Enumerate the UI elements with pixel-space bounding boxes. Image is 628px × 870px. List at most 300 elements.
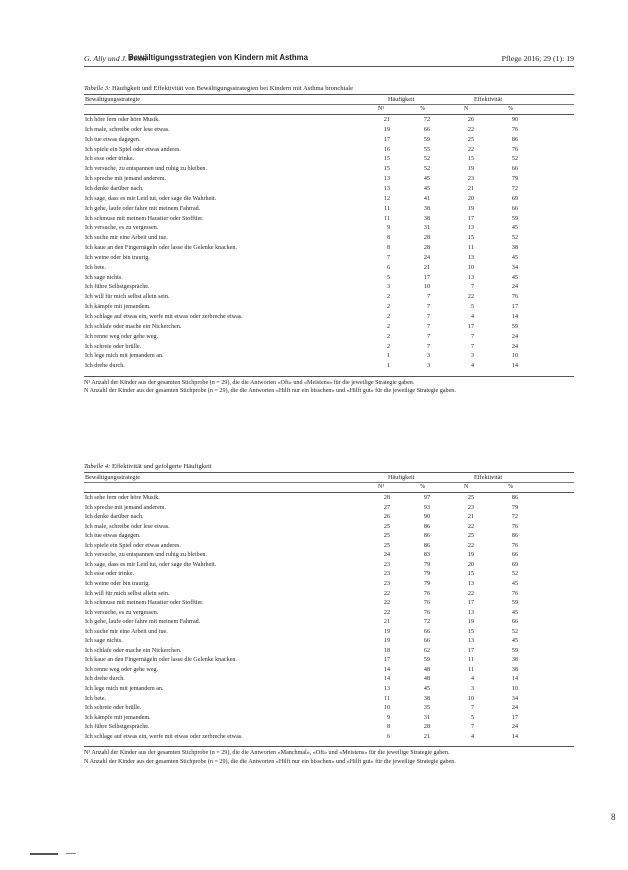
row-label: Ich renne weg oder gehe weg. — [85, 666, 159, 673]
row-label: Ich schlafe oder mache ein Nickerchen. — [85, 647, 182, 654]
row-value: 7 — [426, 333, 430, 340]
table-footnotes — [84, 746, 574, 765]
row-value: 48 — [423, 676, 430, 683]
row-value: 19 — [467, 619, 474, 626]
row-label: Ich führe Selbstgespräche. — [85, 284, 150, 291]
table-row — [84, 505, 574, 515]
row-value: 41 — [423, 195, 430, 202]
row-value: 23 — [383, 580, 390, 587]
table-row — [84, 600, 574, 610]
table-row — [84, 166, 574, 176]
row-value: 18 — [383, 647, 390, 654]
row-value: 38 — [423, 215, 430, 222]
row-value: 45 — [423, 185, 430, 192]
row-value: 2 — [386, 304, 390, 311]
table-row — [84, 314, 574, 324]
row-value: 12 — [383, 195, 390, 202]
row-value: 76 — [423, 590, 430, 597]
row-value: 13 — [467, 254, 474, 261]
sub-n2: N — [464, 484, 469, 490]
row-label: Ich schreie oder brülle. — [85, 343, 142, 350]
footnote-1: N¹ Anzahl der Kinder aus der gesamten Stichprobe (n = 29), die die Antworten «Oft» und «Meistens» für die jeweilige Strategie gaben. — [84, 380, 415, 387]
table-row — [84, 255, 574, 265]
row-value: 76 — [511, 294, 518, 301]
row-value: 34 — [511, 695, 518, 702]
scan-mark-small — [66, 853, 76, 854]
row-value: 59 — [511, 600, 518, 607]
row-label: Ich male, schreibe oder lese etwas. — [85, 126, 170, 133]
row-value: 14 — [383, 676, 390, 683]
row-value: 27 — [383, 504, 390, 511]
row-label: Ich bete. — [85, 695, 106, 702]
table-4 — [84, 462, 574, 766]
row-value: 2 — [386, 323, 390, 330]
row-value: 13 — [467, 638, 474, 645]
row-value: 93 — [423, 504, 430, 511]
table-row — [84, 667, 574, 677]
row-value: 3 — [426, 353, 430, 360]
col-header-strategy: Bewältigungsstrategie — [85, 474, 140, 481]
sub-p2: % — [508, 484, 513, 490]
row-value: 16 — [383, 146, 390, 153]
row-value: 20 — [467, 561, 474, 568]
col-header-frequency: Häufigkeit — [388, 96, 415, 103]
row-label: Ich höre fern oder höre Musik. — [85, 117, 160, 123]
row-value: 10 — [511, 686, 518, 692]
row-value: 15 — [467, 571, 474, 578]
row-value: 2 — [386, 343, 390, 350]
table-title: Häufigkeit und Effektivität von Bewältigungsstrategien bei Kindern mit Asthma bronchiale — [111, 85, 354, 92]
table-row — [84, 543, 574, 553]
row-label: Ich sage nichts. — [85, 274, 123, 281]
row-value: 7 — [426, 294, 430, 301]
row-value: 10 — [511, 353, 518, 360]
row-value: 52 — [511, 628, 518, 635]
row-label: Ich esse oder trinke. — [85, 156, 135, 163]
table-row — [84, 186, 574, 196]
row-value: 7 — [426, 323, 430, 330]
row-value: 14 — [511, 314, 518, 320]
row-value: 79 — [423, 571, 430, 578]
table-row — [84, 495, 574, 505]
row-value: 38 — [511, 666, 518, 673]
table-row — [84, 127, 574, 137]
row-value: 17 — [511, 304, 518, 311]
row-value: 72 — [423, 117, 430, 123]
table-row — [84, 514, 574, 524]
row-value: 25 — [383, 533, 390, 540]
row-value: 1 — [386, 363, 390, 370]
table-row — [84, 275, 574, 285]
row-value: 59 — [423, 136, 430, 143]
row-value: 35 — [423, 705, 430, 712]
row-label: Ich schreie oder brülle. — [85, 705, 142, 712]
table-row — [84, 524, 574, 534]
row-value: 72 — [511, 185, 518, 192]
table-row — [84, 705, 574, 715]
table-row — [84, 610, 574, 620]
row-label: Ich tue etwas dagegen. — [85, 533, 141, 540]
row-value: 76 — [511, 590, 518, 597]
row-value: 26 — [383, 514, 390, 521]
row-value: 25 — [383, 542, 390, 549]
footnote-1: N¹ Anzahl der Kinder aus der gesamten Stichprobe (n = 29), die die Antworten «Manchmal», «Oft» und «Meistens» für die jeweilige Strategie gaben. — [84, 750, 450, 757]
table-caption — [84, 462, 574, 473]
row-value: 11 — [384, 215, 390, 222]
row-value: 13 — [383, 176, 390, 183]
row-label: Ich gehe, laufe oder fahre mit meinem Fahrrad. — [85, 619, 201, 626]
table-row — [84, 147, 574, 157]
row-value: 13 — [467, 580, 474, 587]
row-label: Ich weine oder bin traurig. — [85, 254, 150, 261]
row-value: 21 — [383, 117, 390, 123]
row-label: Ich versuche, zu entspannen und ruhig zu bleiben. — [85, 166, 208, 173]
table-row — [84, 284, 574, 294]
row-label: Ich lege mich mit jemandem an. — [85, 686, 164, 692]
row-value: 23 — [467, 176, 474, 183]
row-value: 17 — [423, 274, 430, 281]
scan-mark — [30, 853, 58, 855]
table-row — [84, 265, 574, 275]
row-value: 79 — [511, 504, 518, 511]
row-value: 10 — [467, 695, 474, 702]
row-value: 2 — [386, 294, 390, 301]
table-body — [84, 115, 574, 376]
row-value: 59 — [511, 323, 518, 330]
row-value: 25 — [467, 533, 474, 540]
row-value: 19 — [383, 628, 390, 635]
sub-p2: % — [508, 106, 513, 112]
row-value: 28 — [423, 235, 430, 242]
row-value: 76 — [511, 523, 518, 530]
row-label: Ich schmuse mit meinem Haustier oder Stofftier. — [85, 600, 204, 607]
sub-p1: % — [420, 106, 425, 112]
row-label: Ich esse oder trinke. — [85, 571, 135, 578]
row-value: 24 — [511, 705, 518, 712]
table-row — [84, 638, 574, 648]
row-value: 24 — [383, 552, 390, 559]
row-value: 11 — [468, 666, 474, 673]
table-row — [84, 334, 574, 344]
row-value: 45 — [511, 609, 518, 616]
row-label: Ich bete. — [85, 264, 106, 271]
table-row — [84, 715, 574, 725]
table-row — [84, 304, 574, 314]
row-value: 22 — [383, 600, 390, 607]
table-row — [84, 137, 574, 147]
row-label: Ich sage nichts. — [85, 638, 123, 645]
row-label: Ich sage, dass es mir Leid tut, oder sage die Wahrheit. — [85, 195, 217, 202]
row-label: Ich drehe durch. — [85, 676, 125, 683]
row-value: 76 — [423, 609, 430, 616]
row-value: 23 — [467, 504, 474, 511]
table-label: Tabelle 3: — [84, 85, 111, 92]
row-value: 38 — [423, 695, 430, 702]
row-value: 14 — [383, 666, 390, 673]
row-value: 59 — [511, 215, 518, 222]
row-value: 76 — [511, 542, 518, 549]
row-value: 20 — [467, 195, 474, 202]
row-label: Ich suche mir eine Arbeit und tue. — [85, 628, 168, 635]
row-value: 2 — [386, 333, 390, 340]
row-value: 79 — [423, 561, 430, 568]
row-value: 28 — [383, 495, 390, 501]
row-value: 7 — [386, 254, 390, 261]
row-value: 14 — [511, 676, 518, 683]
table-row — [84, 581, 574, 591]
row-value: 19 — [467, 552, 474, 559]
row-value: 52 — [423, 166, 430, 173]
row-value: 90 — [423, 514, 430, 521]
row-value: 69 — [511, 195, 518, 202]
row-value: 45 — [511, 254, 518, 261]
row-value: 22 — [467, 542, 474, 549]
col-header-effectiveness: Effektivität — [474, 96, 503, 103]
row-label: Ich kaue an den Fingernägeln oder lasse die Gelenke knacken. — [85, 657, 237, 664]
row-value: 14 — [511, 733, 518, 740]
row-value: 14 — [511, 363, 518, 370]
table-subheader — [84, 483, 574, 493]
table-row — [84, 676, 574, 686]
row-label: Ich sage, dass es mir Leid tut, oder sage die Wahrheit. — [85, 561, 217, 568]
row-value: 15 — [383, 156, 390, 163]
row-label: Ich kämpfe mit jemandem. — [85, 304, 151, 311]
row-value: 4 — [470, 733, 474, 740]
row-label: Ich schlage auf etwas ein, werfe mit etwas oder zerbreche etwas. — [85, 314, 243, 320]
row-value: 6 — [386, 733, 390, 740]
row-value: 5 — [386, 274, 390, 281]
row-value: 15 — [467, 628, 474, 635]
table-row — [84, 363, 574, 373]
row-value: 9 — [386, 225, 390, 232]
row-value: 86 — [423, 523, 430, 530]
row-value: 11 — [384, 695, 390, 702]
row-value: 86 — [423, 542, 430, 549]
table-row — [84, 686, 574, 696]
table-row — [84, 117, 574, 127]
row-value: 45 — [511, 274, 518, 281]
row-value: 38 — [511, 245, 518, 252]
sub-n1: N¹ — [378, 484, 385, 490]
row-value: 25 — [467, 136, 474, 143]
row-value: 17 — [467, 215, 474, 222]
table-row — [84, 696, 574, 706]
row-label: Ich schlage auf etwas ein, werfe mit etwas oder zerbreche etwas. — [85, 733, 243, 740]
row-value: 21 — [383, 619, 390, 626]
row-value: 4 — [470, 676, 474, 683]
row-value: 4 — [470, 363, 474, 370]
row-value: 17 — [467, 600, 474, 607]
sub-p1: % — [420, 484, 425, 490]
table-row — [84, 629, 574, 639]
row-value: 11 — [468, 657, 474, 664]
row-label: Ich spiele ein Spiel oder etwas anderes. — [85, 542, 181, 549]
row-label: Ich versuche, es zu vergessen. — [85, 225, 159, 232]
row-value: 45 — [423, 686, 430, 692]
row-value: 4 — [470, 314, 474, 320]
row-value: 66 — [511, 619, 518, 626]
row-label: Ich suche mir eine Arbeit und tue. — [85, 235, 168, 242]
table-row — [84, 552, 574, 562]
row-value: 59 — [423, 657, 430, 664]
row-value: 34 — [511, 264, 518, 271]
row-value: 13 — [467, 225, 474, 232]
row-value: 22 — [467, 294, 474, 301]
row-value: 3 — [470, 686, 474, 692]
table-row — [84, 353, 574, 363]
row-value: 24 — [511, 724, 518, 731]
row-label: Ich spreche mit jemand anderem. — [85, 504, 167, 511]
row-label: Ich renne weg oder gehe weg. — [85, 333, 159, 340]
row-value: 24 — [511, 333, 518, 340]
row-value: 52 — [423, 156, 430, 163]
row-value: 22 — [467, 126, 474, 133]
row-label: Ich schmuse mit meinem Haustier oder Stofftier. — [85, 215, 204, 222]
row-value: 28 — [423, 724, 430, 731]
row-value: 3 — [386, 284, 390, 291]
row-value: 31 — [423, 714, 430, 721]
running-header — [84, 52, 574, 67]
row-value: 72 — [511, 514, 518, 521]
table-row — [84, 619, 574, 629]
row-value: 7 — [470, 333, 474, 340]
row-label: Ich spreche mit jemand anderem. — [85, 176, 167, 183]
row-value: 10 — [467, 264, 474, 271]
row-value: 52 — [511, 235, 518, 242]
row-value: 5 — [470, 714, 474, 721]
table-row — [84, 734, 574, 744]
row-value: 52 — [511, 571, 518, 578]
row-value: 76 — [423, 600, 430, 607]
row-value: 17 — [467, 323, 474, 330]
sub-n1: N¹ — [378, 106, 385, 112]
table-subheader — [84, 105, 574, 115]
row-value: 83 — [423, 552, 430, 559]
table-header — [84, 473, 574, 483]
table-header — [84, 95, 574, 105]
row-value: 11 — [468, 245, 474, 252]
table-title: Effektivität und gefolgerte Häufigkeit — [111, 463, 212, 470]
row-value: 7 — [470, 343, 474, 350]
row-value: 76 — [511, 146, 518, 153]
row-value: 55 — [423, 146, 430, 153]
col-header-strategy: Bewältigungsstrategie — [85, 96, 140, 103]
row-value: 31 — [423, 225, 430, 232]
row-value: 10 — [423, 284, 430, 291]
header-journal: Pflege 2016; 29 (1): 19 — [501, 54, 574, 63]
row-value: 97 — [423, 495, 430, 501]
footnote-2: N Anzahl der Kinder aus der gesamten Stichprobe (n = 29), die die Antworten «Hilft nur ein bisschen» und «Hilft gut» für die jeweilige Strategie gaben. — [84, 388, 456, 395]
row-label: Ich schlafe oder mache ein Nickerchen. — [85, 323, 182, 330]
row-value: 62 — [423, 647, 430, 654]
row-label: Ich gehe, laufe oder fahre mit meinem Fahrrad. — [85, 205, 201, 212]
row-value: 28 — [423, 245, 430, 252]
row-value: 23 — [383, 571, 390, 578]
table-caption — [84, 84, 574, 95]
header-authors: G. Ally und J. Pelen — [84, 54, 147, 63]
row-value: 2 — [386, 314, 390, 320]
row-value: 24 — [423, 254, 430, 261]
row-value: 13 — [467, 274, 474, 281]
table-row — [84, 245, 574, 255]
row-value: 15 — [467, 235, 474, 242]
row-value: 13 — [383, 185, 390, 192]
table-row — [84, 344, 574, 354]
row-value: 90 — [511, 117, 518, 123]
row-value: 10 — [383, 705, 390, 712]
row-label: Ich kaue an den Fingernägeln oder lasse die Gelenke knacken. — [85, 245, 237, 252]
row-value: 25 — [467, 495, 474, 501]
row-value: 69 — [511, 561, 518, 568]
row-label: Ich drehe durch. — [85, 363, 125, 370]
row-value: 5 — [470, 304, 474, 311]
row-value: 79 — [511, 176, 518, 183]
row-value: 8 — [386, 724, 390, 731]
row-value: 17 — [511, 714, 518, 721]
row-value: 25 — [383, 523, 390, 530]
row-value: 7 — [426, 314, 430, 320]
row-value: 19 — [383, 638, 390, 645]
row-value: 21 — [467, 514, 474, 521]
table-row — [84, 571, 574, 581]
row-value: 8 — [386, 235, 390, 242]
row-value: 6 — [386, 264, 390, 271]
row-label: Ich will für mich selbst allein sein. — [85, 294, 170, 301]
row-label: Ich sehe fern oder höre Musik. — [85, 495, 160, 501]
row-value: 24 — [511, 343, 518, 350]
row-value: 66 — [423, 628, 430, 635]
row-value: 17 — [467, 647, 474, 654]
row-value: 22 — [383, 609, 390, 616]
table-row — [84, 225, 574, 235]
header-title: Bewältigungsstrategien von Kindern mit Asthma — [128, 53, 308, 62]
row-value: 45 — [511, 638, 518, 645]
table-3 — [84, 84, 574, 396]
row-value: 22 — [467, 523, 474, 530]
row-value: 21 — [423, 264, 430, 271]
table-row — [84, 294, 574, 304]
row-value: 7 — [470, 705, 474, 712]
row-value: 59 — [511, 647, 518, 654]
row-value: 38 — [423, 205, 430, 212]
row-value: 26 — [467, 117, 474, 123]
table-row — [84, 216, 574, 226]
row-value: 86 — [511, 533, 518, 540]
row-value: 3 — [426, 363, 430, 370]
table-row — [84, 648, 574, 658]
row-value: 19 — [467, 166, 474, 173]
row-value: 38 — [511, 657, 518, 664]
row-label: Ich führe Selbstgespräche. — [85, 724, 150, 731]
table-row — [84, 324, 574, 334]
page-number: 8 — [611, 812, 616, 822]
row-value: 7 — [470, 724, 474, 731]
row-value: 76 — [511, 126, 518, 133]
row-value: 66 — [511, 166, 518, 173]
table-row — [84, 235, 574, 245]
row-label: Ich tue etwas dagegen. — [85, 136, 141, 143]
row-value: 7 — [470, 284, 474, 291]
row-value: 66 — [511, 205, 518, 212]
row-value: 13 — [383, 686, 390, 692]
row-value: 7 — [426, 304, 430, 311]
row-value: 86 — [511, 495, 518, 501]
row-value: 23 — [383, 561, 390, 568]
col-header-frequency: Häufigkeit — [388, 474, 415, 481]
row-value: 79 — [423, 580, 430, 587]
table-body — [84, 493, 574, 746]
row-value: 15 — [467, 156, 474, 163]
